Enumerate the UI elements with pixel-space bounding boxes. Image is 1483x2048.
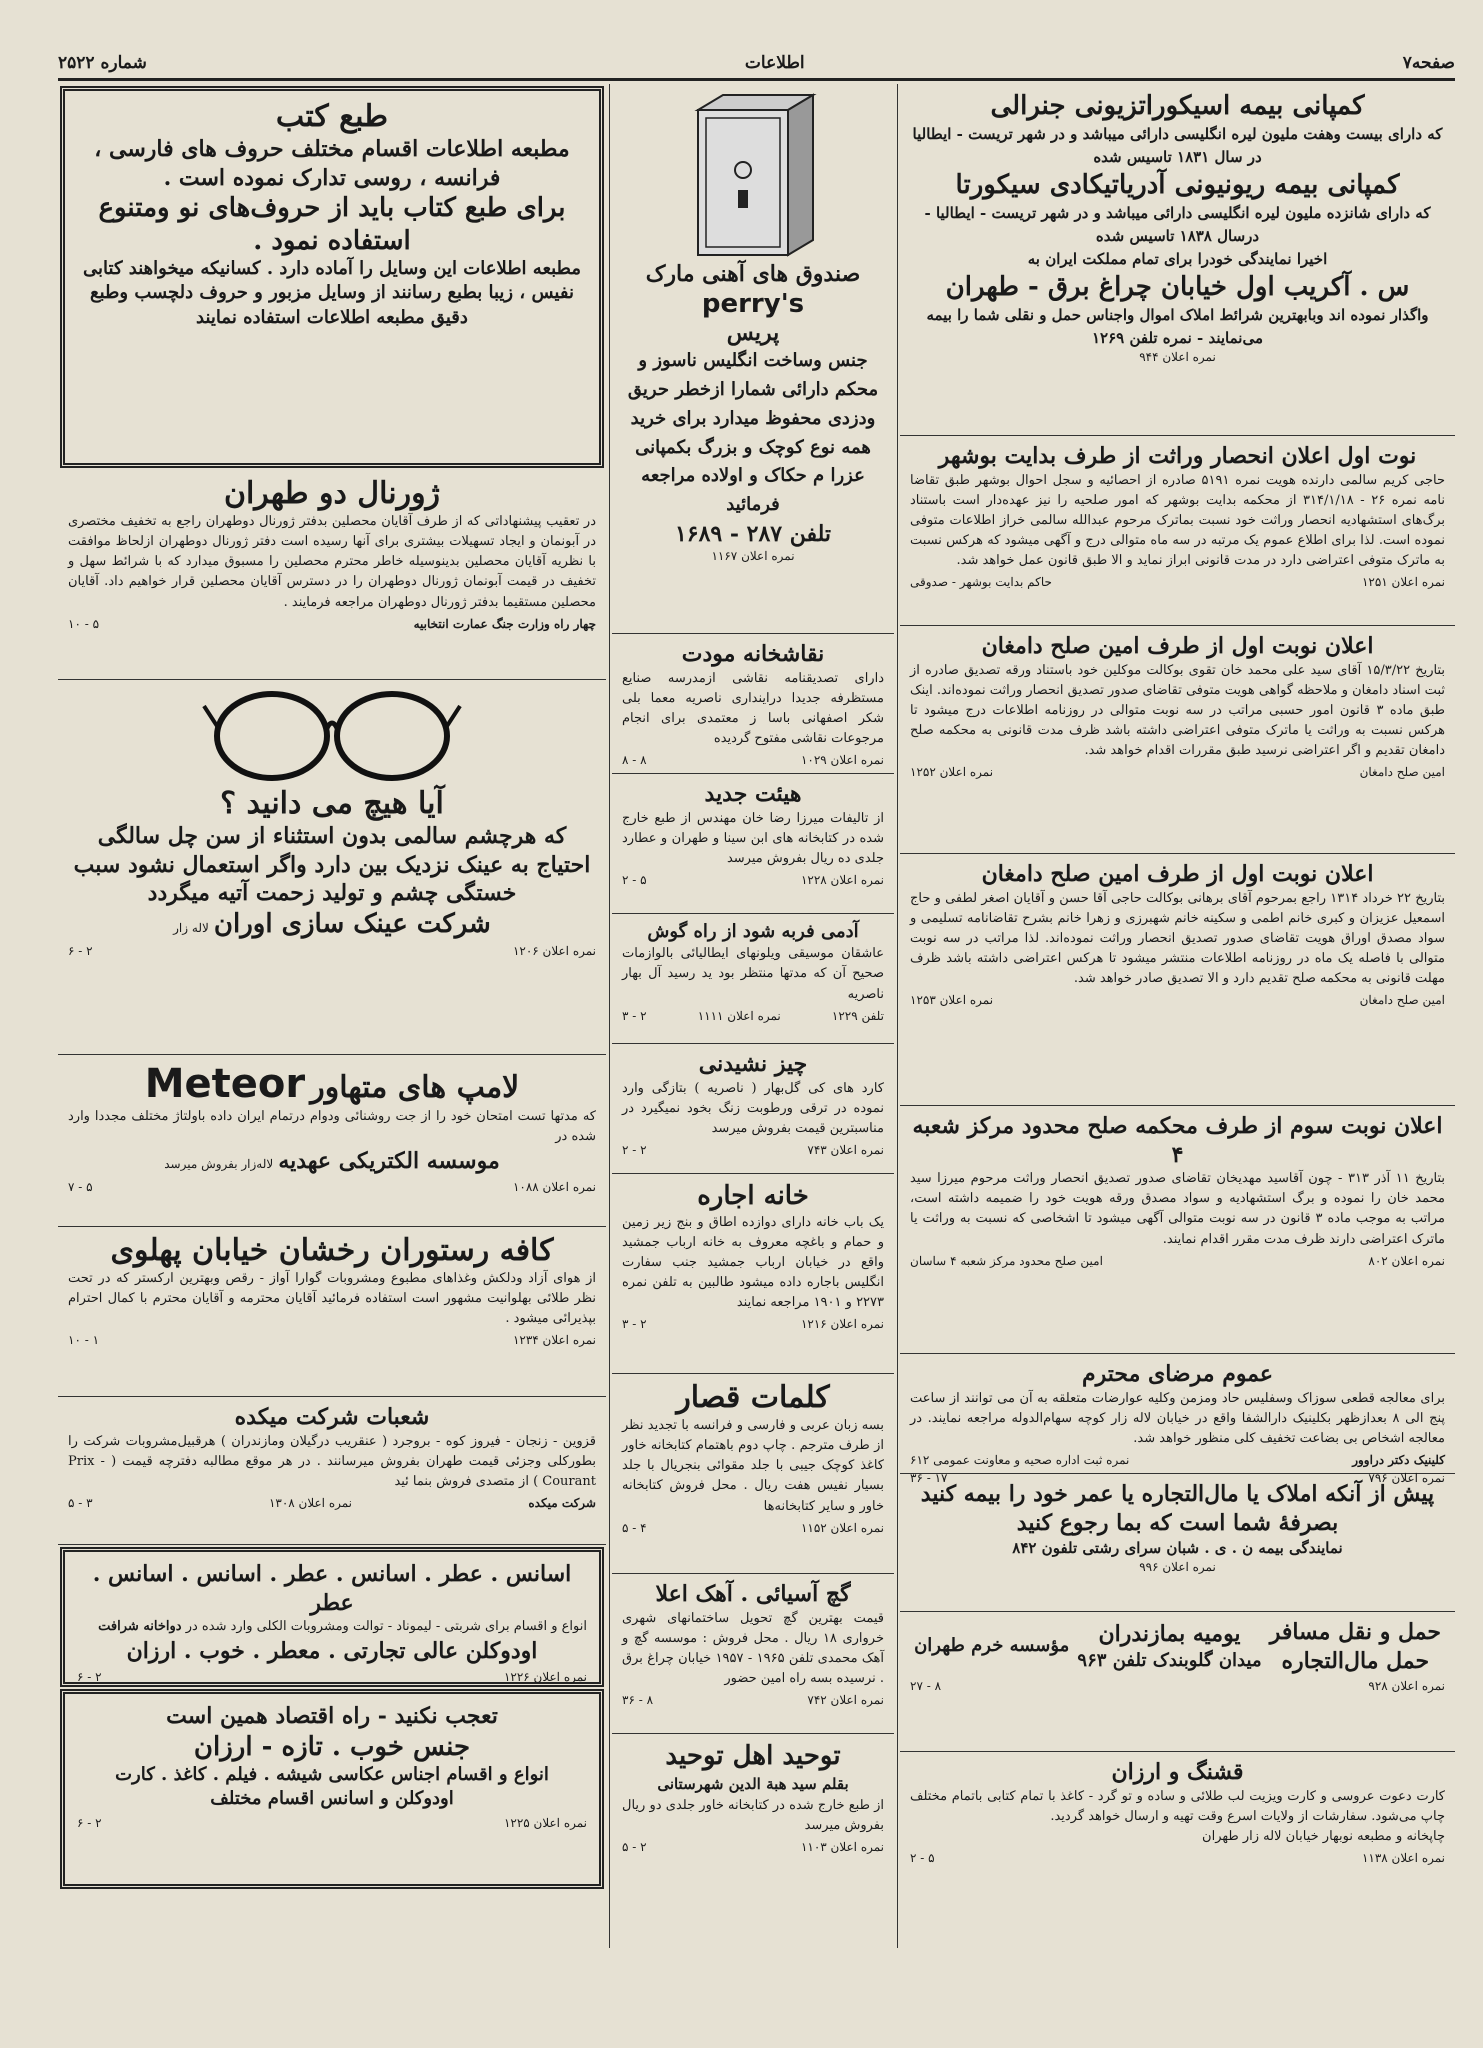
ad-line2: برای طبع کتاب باید از حروف‌های نو ومتنوع استفاده نمود . xyxy=(98,193,566,256)
safe-brand-en: perry's xyxy=(701,288,805,319)
ad-number: نمره اعلان ۱۱۳۸ xyxy=(1361,1851,1445,1866)
ad-ref: ۵ - ۱۰ xyxy=(68,616,100,631)
ad-number: نمره اعلان ۹۲۸ xyxy=(1368,1679,1445,1694)
ad-number: نمره اعلان ۱۲۳۴ xyxy=(512,1333,596,1348)
mikadeh-ad xyxy=(58,1397,606,1545)
notice-title: نوت اول اعلان انحصار وراثت از طرف بدایت بوشهر xyxy=(938,443,1417,469)
notice-sign: امین صلح محدود مرکز شعبه ۴ ساسان xyxy=(910,1253,1103,1268)
safe-brand-fa: پریس xyxy=(726,319,780,346)
ad-body: دارای تصدیقنامه نقاشی ازمدرسه صنایع مستظرفه جدیدا دراینداری ناصریه معما بلی شکر اصفهانی باسا ز معتمدی برای انجام مرجوعات نقاشی مفتوح گردیده xyxy=(622,670,884,747)
transport-line4: یومیه بمازندران xyxy=(1098,1621,1241,1648)
transport-line1: حمل و نقل مسافر xyxy=(1269,1619,1441,1645)
notice-sign: امین صلح دامغان xyxy=(1359,765,1445,780)
ad-number: نمره اعلان ۱۱۰۳ xyxy=(800,1840,884,1855)
decor-ad xyxy=(612,1044,894,1174)
notice-body: بتاریخ ۲۲ خرداد ۱۳۱۴ راجع بمرحوم آقای برهانی بوکالت حاجی آقا حسن و آقایان اصغر لطفی و حاج اسمعیل عزیزان و کبری خانم اطمی و سکینه خانم شهبرزی و زهرا خانم بشرح تقاضانامه تسلیمی و سواد مصدق اوراق هویت تقاضای صدور تصدیق انحصار وراثت نموده‌اند. لذا مراتب در سه نوبت متوالی با فاصله یک ماه در روزنامه اطلاعات منتشر میشود تا هرکس اعتراضی داشته باشد ظرف مهلت قانونی به محکمه صلح تقدیم دارد و الا تصدیق صادر خواهد شد. xyxy=(910,890,1446,987)
ad-address: چاپخانه و مطبعه نوبهار خیابان لاله زار طهران xyxy=(1202,1828,1445,1844)
ad-title: عموم مرضای محترم xyxy=(1081,1361,1274,1387)
notice-sign: امین صلح دامغان xyxy=(1359,993,1445,1008)
ad-title: پیش از آنکه املاک یا مال‌التجاره یا عمر خود را بیمه کنید بصرفهٔ شما است که بما رجوع کنید xyxy=(920,1481,1435,1536)
ad-ref: ۲ - ۲ xyxy=(622,1143,647,1158)
ad-ref: ۲ - ۶ xyxy=(77,1669,102,1684)
ad-tagline: اودوکلن عالی تجارتی . معطر . خوب . ارزان xyxy=(126,1638,538,1665)
ad-title: شعبات شرکت میکده xyxy=(234,1404,430,1430)
insurance-agent-note: اخیرا نمایندگی خودرا برای تمام مملکت ایران به xyxy=(1027,250,1328,268)
ad-body: برای معالجه قطعی سوزاک وسفلیس حاد ومزمن وکلیه عوارضات متعلقه به آن می توانند از ساعت پنج الی ۸ بعدازظهر بکلینیک دارالشفا واقع در خیابان لاله زار کوچه سهام‌الدوله مراجعه نمایند. در معالجه اشخاص بی بضاعت تخفیف کلی منظور خواهد شد. xyxy=(910,1390,1445,1446)
ad-ref: ۱۷ - ۳۶ xyxy=(910,1471,948,1486)
ad-body: یک باب خانه دارای دوازده اطاق و بنج زیر زمین و حمام و باغچه معروف به خانه ارباب جمشید واقع در خیابان ارباب جمشید جنب سفارت انگلیس باجاره داده میشود طالبین به تلفن نمره ۲۲۷۳ و ۱۹۰۱ مراجعه نمایند xyxy=(622,1214,884,1311)
ad-ref: ۸ - ۲۷ xyxy=(910,1679,942,1694)
ad-ref: ۸ - ۳۶ xyxy=(622,1693,654,1708)
ad-ref: ۵ - ۲ xyxy=(622,873,647,888)
ad-body: در تعقیب پیشنهاداتی که از طرف آقایان محصلین بدفتر ژورنال دوطهران راجع به تخفیف مختصری در آبونمان و ایجاد تسهیلات بیشتری برای آنها رسیده است دفتر ژورنال دوطهران ازلحاظ موافقت با نظریه آقایان محصلین بدینوسیله خاطر محترم محصلین را مسبوق میدارد که با شرائط سهل و تخفیف در قیمت آبونمان ژورنال دوطهران را در دسترس آقایان محصلین قرار خواهیم داد. آقایان محصلین مستقیما بدفتر ژورنال دوطهران مراجعه فرمایند . xyxy=(68,514,596,610)
ad-title: آیا هیچ می دانید ؟ xyxy=(220,786,444,821)
ad-title: نقاشخانه مودت xyxy=(681,641,825,667)
cafe-ad xyxy=(58,1227,606,1397)
insurance-co2-body: که دارای شانزده ملیون لیره انگلیسی دارائی میباشد و در شهر تریست - ایطالیا - درسال ۱۸۳۸ تاسیس شده xyxy=(924,203,1431,245)
notice-body: حاجی کریم سالمی دارنده هویت نمره ۵۱۹۱ صادره از احصائیه و سجل احوال بوشهر طبق تقاضا نامه نمره ۲۶ - ۳۱۴/۱/۱۸ از محکمه بدایت بوشهر که امور صلحیه را نیز عهده‌دار است باستناد برگ‌های استشهادیه انحصار وراثت خود نسبت بماترک مرحوم عبدالله سالمی خراز اطلاعات متوفی نموده است. لذا برای اطلاع عموم یک مرتبه در سه ماه متوالی درج و آگهی میشود که هرکس نسبت به ماترک متوفی اعتراضی دارد در مدت قانونی ابراز نماید و الا طبق قانون عمل خواهد شد. xyxy=(910,472,1446,569)
notice-body: بتاریخ ۱۵/۳/۲۲ آقای سید علی محمد خان تقوی بوکالت موکلین خود باستناد ورقه تصدیق صادره از ثبت اسناد دامغان و ملاحظه گواهی هویت متوفی تقاضای صدور تصدیق انحصار وراثت نموده‌اند. اینک طبق ماده ۳ قانون امور حسبی مراتب در سه نوبت متوالی در روزنامه اطلاعات درج میشود تا هرکس نسبت به وراثت یا ماترک متوفی اعتراضی داشته باشد ظرف مدت قانونی به محکمه صلح دامغان تقدیم و اگر اعتراضی نرسید طبق مقررات اقدام خواهد شد. xyxy=(910,662,1445,759)
page-number: صفحه۷ xyxy=(1402,53,1455,73)
ad-number: نمره اعلان ۱۲۲۶ xyxy=(503,1669,587,1684)
bushehr-notice xyxy=(900,436,1455,626)
music-ad xyxy=(612,914,894,1044)
ad-ref: ۸ - ۸ xyxy=(622,753,647,768)
insurance-co1-body: که دارای بیست وهفت ملیون لیره انگلیسی دارائی میباشد و در شهر تریست - ایطالیا در سال ۱۸۳۱ تاسیس شده xyxy=(912,124,1443,166)
ad-body: که هرچشم سالمی بدون استثناء از سن چل سالگی احتیاج به عینک نزدیک بین دارد واگر استعمال نشود سبب خستگی چشم و تولید زحمت آتیه میگردد xyxy=(73,823,591,907)
ad-number: نمره اعلان ۱۲۵۱ xyxy=(1361,575,1445,590)
ad-ref: ۴ - ۵ xyxy=(622,1520,647,1535)
ad-body: کارت دعوت عروسی و کارت ویزیت لب طلائی و ساده و تو گرد - کاغذ با تمام کتابی باتمام مختلف چاپ می‌شود. سفارشات از ولایات اسرع وقت تهیه و ارسال خواهد گردید. xyxy=(910,1788,1445,1824)
notice-title: اعلان نوبت سوم از طرف محکمه صلح محدود مرکز شعبه ۴ xyxy=(912,1113,1443,1168)
insurance-co2: کمپانی بیمه ریونیونی آدریاتیکادی سیکورتا xyxy=(955,170,1400,200)
safe-phone: تلفن ۲۸۷ - ۱۶۸۹ xyxy=(674,520,832,547)
damghan-notice-1 xyxy=(900,626,1455,854)
ad-number: نمره اعلان ۷۴۳ xyxy=(807,1143,884,1158)
left-column xyxy=(58,84,606,1891)
clinic-name: کلینیک دکتر دراوور xyxy=(1352,1453,1445,1468)
insurance-co1: کمپانی بیمه اسیکوراتزیونی جنرالی xyxy=(990,91,1365,121)
ad-number: نمره اعلان ۱۲۵۳ xyxy=(910,993,994,1008)
photo-supplies-ad xyxy=(60,1689,604,1889)
ad-ref: ۲ - ۶ xyxy=(77,1815,102,1830)
ad-body: قزوین - زنجان - فیروز کوه - بروجرد ( عنقریب درگیلان ومازندران ) هرقبیل‌مشروبات شرکت را بطورکلی وجزئی قیمت طهران بفروش میرسانند . در هر موقع مطالبه دفترچه قیمت ( Prix - Courant ) از متصدی فروش بنما ئید xyxy=(68,1433,596,1489)
ad-number: نمره اعلان ۱۰۲۹ xyxy=(800,753,884,768)
ad-title: کافه رستوران رخشان خیابان پهلوی xyxy=(110,1233,554,1268)
ad-title: قشنگ و ارزان xyxy=(1111,1759,1244,1785)
ad-number: نمره اعلان ۱۲۱۶ xyxy=(800,1317,884,1332)
ad-number: نمره اعلان ۱۲۲۵ xyxy=(503,1815,587,1830)
ad-number: نمره اعلان ۱۰۸۸ xyxy=(512,1179,596,1194)
ad-number: نمره اعلان ۱۲۰۶ xyxy=(512,944,596,959)
ad-address: چهار راه وزارت جنگ عمارت انتخابیه xyxy=(413,616,596,631)
ad-number: نمره اعلان ۸۰۲ xyxy=(1368,1253,1445,1268)
ad-company-suffix: لاله‌زار بفروش میرسد xyxy=(164,1157,274,1172)
ad-company: موسسه الکتریکی عهدیه xyxy=(278,1148,500,1175)
insurance-ad-2 xyxy=(900,1474,1455,1612)
ad-ref: ۵ - ۷ xyxy=(68,1179,93,1194)
gypsum-ad xyxy=(612,1574,894,1734)
ad-line3: اودوکلن و اسانس اقسام مختلف xyxy=(210,1788,454,1810)
safe-body: جنس وساخت انگلیس ناسوز و محکم دارائی شمارا ازخطر حریق ودزدی محفوظ میدارد برای خرید همه نوع کوچک و بزرگ بکمپانی عزرا م حکاک و اولاده مراجعه فرمائید xyxy=(627,350,879,516)
ad-line1: جنس خوب . تازه - ارزان xyxy=(193,1731,471,1762)
ad-title: اسانس . عطر . اسانس . عطر . اسانس . اسانس . عطر xyxy=(92,1561,572,1616)
damghan-notice-2 xyxy=(900,854,1455,1106)
safe-ad xyxy=(612,84,894,634)
notice-sign: حاکم بدایت بوشهر - صدوقی xyxy=(910,575,1052,590)
ad-title: آدمی فربه شود از راه گوش xyxy=(647,921,859,942)
ad-line1: مطبعه اطلاعات اقسام مختلف حروف های فارسی ، فرانسه ، روسی تدارک نموده است . xyxy=(94,136,570,191)
ad-title: تعجب نکنید - راه اقتصاد همین است xyxy=(166,1703,498,1729)
notice-title: اعلان نوبت اول از طرف امین صلح دامغان xyxy=(981,633,1374,659)
ad-title: کلمات قصار xyxy=(676,1380,830,1415)
ad-ref: ۲ - ۳ xyxy=(622,1008,647,1023)
ad-title: خانه اجاره xyxy=(697,1181,809,1211)
transport-line2: حمل مال‌التجاره xyxy=(1281,1647,1430,1674)
glasses-illustration xyxy=(202,686,462,786)
ad-title: چیز نشیدنی xyxy=(698,1051,808,1077)
ad-body: عاشقان موسیقی ویلونهای ایطالیائی بالوازمات صحیح آن که مدتها منتظر بود ید رسید آل بهار ناصریه xyxy=(622,946,884,1002)
safe-title: صندوق های آهنی مارک xyxy=(645,261,861,287)
column-divider xyxy=(609,84,610,1948)
insurance-ad xyxy=(900,84,1455,436)
ad-number: نمره اعلان ۱۲۲۸ xyxy=(800,873,884,888)
ad-ref: ۲ - ۵ xyxy=(622,1840,647,1855)
clinic-ad xyxy=(900,1354,1455,1486)
printing-ad xyxy=(60,86,604,468)
notice-title: اعلان نوبت اول از طرف امین صلح دامغان xyxy=(981,861,1374,887)
ad-agent: نمایندگی بیمه ن . ی . شبان سرای رشتی تلفون ۸۴۲ xyxy=(1012,1539,1343,1558)
ad-line2: انواع و اقسام اجناس عکاسی شیشه . فیلم . کاغذ . کارت xyxy=(115,1764,549,1786)
notice-body: بتاریخ ۱۱ آذر ۳۱۳ - چون آقاسید مهدیخان تقاضای صدور تصدیق انحصار وراثت مرحوم میرزا سید محمد خان را نموده و برگ استشهادیه و سواد مصدق ورقه هویت خود را ضمیمه داشته است، مراتب به موجب ماده ۳ قانون در سه نوبت متوالی آگهی میشود تا اشخاصی که نسبت به وراثت یا ماترک اعتراضی دارند ظرف مدت مقرر اقدام نمایند. xyxy=(910,1171,1446,1247)
ad-title: توحید اهل توحید xyxy=(665,1741,841,1771)
meteor-lamp-ad xyxy=(58,1055,606,1227)
column-divider xyxy=(897,84,898,1948)
ad-number: نمره اعلان ۱۲۵۲ xyxy=(910,765,994,780)
ad-ref: ۱ - ۱۰ xyxy=(68,1333,100,1348)
ad-body: قیمت بهترین گچ تحویل ساختمانهای شهری خرواری ۱۸ ریال . محل فروش : موسسه گچ و آهک محمدی تلفن ۱۹۶۵ - ۱۹۵۷ خیابان چراغ برق . نرسیده بسه راه امین حضور xyxy=(622,1610,885,1687)
ad-title: ژورنال دو طهران xyxy=(223,476,441,511)
ad-shop: دواخانه شرافت xyxy=(98,1619,182,1635)
ad-body: از هوای آزاد ودلکش وغذاهای مطبوع ومشروبات گوارا آواز - رقص وبهترین ارکستر که در تحت نظر طلائی بهلوانیت مشهور است استفاده فرمائید آقایان محترمه و آقایان محترم با کمال احترام بپذیرائی میشود . xyxy=(68,1271,596,1327)
ad-company: شرکت عینک سازی اوران xyxy=(213,908,491,939)
optician-ad xyxy=(58,680,606,1055)
journal-ad xyxy=(58,470,606,680)
painting-ad xyxy=(612,634,894,774)
ad-number: نمره اعلان ۷۴۲ xyxy=(807,1693,884,1708)
ad-brand: Meteor xyxy=(144,1061,306,1107)
ad-number: نمره اعلان ۹۹۶ xyxy=(1139,1560,1216,1575)
perfume-ad xyxy=(60,1547,604,1687)
page-header xyxy=(58,50,1455,76)
ad-number: نمره اعلان ۷۹۶ xyxy=(1368,1471,1445,1486)
transport-line3: مؤسسه خرم طهران xyxy=(914,1635,1070,1657)
ad-ref: ۵ - ۲ xyxy=(910,1851,935,1866)
ad-number: نمره اعلان ۹۴۴ xyxy=(1139,350,1216,365)
branch4-notice xyxy=(900,1106,1455,1354)
ad-body: که مدتها تست امتحان خود را از جت روشنائی ودوام درتمام ایران داده باولتاژ مختلف مجددا وارد شده در xyxy=(68,1109,596,1145)
transport-ad xyxy=(900,1612,1455,1752)
right-column xyxy=(900,84,1455,1892)
ad-line3: مطبعه اطلاعات این وسایل را آماده دارد . کسانیکه میخواهند کتابی نفیس ، زیبا بطبع رسانند از وسایل مزبور و حروف دلچسب وطبع دقیق مطبعه اطلاعات استفاده نمایند xyxy=(83,258,581,328)
ad-number: نمره اعلان ۱۱۱۱ xyxy=(697,1008,781,1023)
ad-body: انواع و اقسام برای شربتی - لیموناد - توالت ومشروبات الکلی وارد شده در xyxy=(185,1619,587,1635)
ad-title: گچ آسیائی . آهک اعلا xyxy=(655,1581,851,1607)
middle-column xyxy=(612,84,894,1884)
ad-company-suffix: لاله زار xyxy=(173,920,209,935)
astronomy-ad xyxy=(612,774,894,914)
ad-ref: ۳ - ۵ xyxy=(68,1496,93,1511)
ad-title: هیئت جدید xyxy=(704,781,802,807)
ad-number: نمره اعلان ۱۱۶۷ xyxy=(711,548,795,563)
tawhid-book-ad xyxy=(612,1734,894,1884)
print-shop-ad xyxy=(900,1752,1455,1892)
header-rule xyxy=(58,78,1455,81)
ad-body: کارد های کی گل‌بهار ( ناصریه ) بتازگی وارد نموده در ترقی ورطوبت زنگ بخود نمیگیرد در مناسبترین قیمت بفروش میرسد xyxy=(622,1080,884,1136)
clinic-reg: نمره ثبت اداره صحیه و معاونت عمومی ۶۱۲ xyxy=(910,1453,1130,1468)
insurance-services: واگذار نموده اند وبابهترین شرائط املاک اموال واجناس حمل و نقلی شما را بیمه می‌نمایند - نمره تلفن ۱۲۶۹ xyxy=(926,305,1429,347)
ad-number: نمره اعلان ۱۱۵۲ xyxy=(800,1520,884,1535)
ad-phone: تلفن ۱۲۲۹ xyxy=(831,1008,884,1023)
ad-title: لامپ های متهاور xyxy=(310,1070,520,1105)
ad-ref: ۲ - ۶ xyxy=(68,944,93,959)
book-ad xyxy=(612,1374,894,1574)
ad-ref: ۲ - ۳ xyxy=(622,1317,647,1332)
transport-line5: میدان گلوبندک تلفن ۹۶۳ xyxy=(1077,1649,1262,1671)
ad-number: نمره اعلان ۱۳۰۸ xyxy=(268,1496,353,1511)
safe-illustration xyxy=(678,90,828,260)
ad-sign: شرکت میکده xyxy=(528,1496,596,1511)
insurance-agent: س . آکریب اول خیابان چراغ برق - طهران xyxy=(945,272,1410,303)
ad-body: بسه زبان عربی و فارسی و فرانسه با تجدید نظر از طرف مترجم . چاپ دوم باهتمام کتابخانه خاور کاغذ کوچک جیبی با جلد مقوائی بنجریال با جلد بسیار نفیس هفت ریال . محل فروش کتابخانه خاور و سایر کتابخانه‌ها xyxy=(622,1418,884,1514)
ad-body: از طبع خارج شده در کتابخانه خاور جلدی دو ریال بفروش میرسد xyxy=(622,1797,884,1833)
house-rent-ad xyxy=(612,1174,894,1374)
ad-body: از تالیفات میرزا رضا خان مهندس از طبع خارج شده در کتابخانه های ابن سینا و طهران و عطارد جلدی ده ریال بفروش میرسد xyxy=(622,810,884,866)
ad-title: طبع کتب xyxy=(275,99,389,134)
ad-author: بقلم سید هبة الدین شهرستانی xyxy=(657,1774,849,1793)
issue-number: شماره ۲۵۲۲ xyxy=(58,53,147,73)
paper-title: اطلاعات xyxy=(744,53,805,73)
